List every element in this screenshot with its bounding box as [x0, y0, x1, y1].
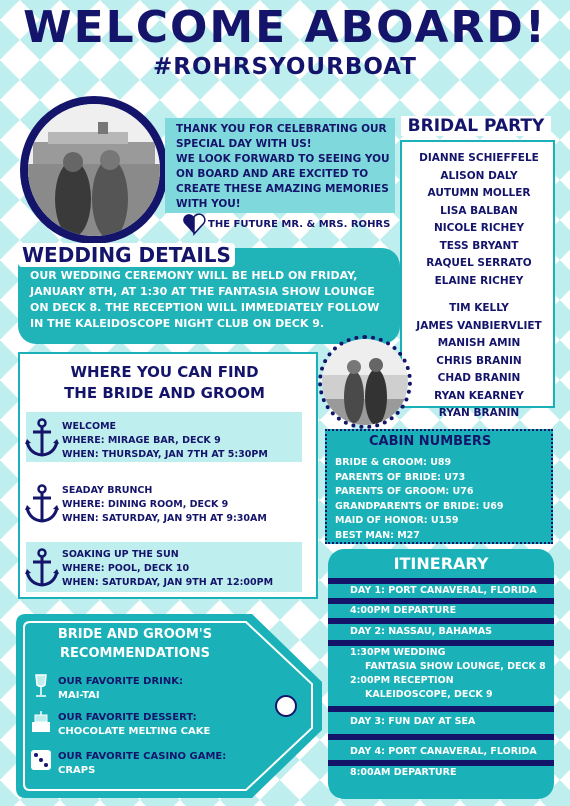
itinerary-detail: 8:00AM DEPARTURE [350, 767, 457, 778]
list-item: DIANNE SCHIEFFELE [419, 152, 539, 164]
favorite-drink-value: MAI-TAI [58, 690, 100, 701]
itinerary-day-label: DAY 1: PORT CANAVERAL, FLORIDA [350, 585, 537, 596]
event-seaday-brunch: SEADAY BRUNCH WHERE: DINING ROOM, DECK 9 WHEN: SATURDAY, JAN 9TH AT 9:30AM [62, 485, 267, 524]
itinerary-detail: 2:00PM RECEPTION [350, 675, 454, 686]
favorite-dessert-value: CHOCOLATE MELTING CAKE [58, 726, 211, 737]
divider [328, 706, 554, 712]
list-item: RAQUEL SERRATO [426, 257, 532, 269]
hashtag: #ROHRSYOURBOAT [152, 54, 417, 80]
list-spacer [405, 290, 553, 300]
anchor-icon [24, 548, 60, 588]
itinerary-day-label: DAY 4: PORT CANAVERAL, FLORIDA [350, 746, 537, 757]
event-soaking-up-the-sun: SOAKING UP THE SUN WHERE: POOL, DECK 10 WHEN: SATURDAY, JAN 9TH AT 12:00PM [62, 549, 274, 588]
champagne-glass-icon [30, 674, 52, 698]
find-us-title: WHERE YOU CAN FIND THE BRIDE AND GROOM [64, 363, 265, 402]
list-item: TIM KELLY [449, 302, 509, 314]
list-item: CHAD BRANIN [437, 372, 521, 384]
dice-icon [30, 748, 52, 772]
page-title: WELCOME ABOARD! [23, 2, 547, 53]
favorite-casino-game-label: OUR FAVORITE CASINO GAME: [58, 751, 227, 762]
favorite-casino-game-value: CRAPS [58, 765, 96, 776]
favorite-drink-label: OUR FAVORITE DRINK: [58, 676, 184, 687]
list-item: LISA BALBAN [440, 204, 518, 217]
list-item: ALISON DALY [440, 169, 518, 182]
recommendations-title: BRIDE AND GROOM'S RECOMMENDATIONS [57, 627, 213, 661]
list-item: BEST MAN: M27 [335, 529, 420, 541]
anchor-icon [24, 418, 60, 458]
favorite-dessert-label: OUR FAVORITE DESSERT: [58, 712, 197, 723]
list-item: PARENTS OF GROOM: U76 [335, 486, 474, 497]
cabin-numbers-list [335, 456, 504, 543]
wedding-details-title: WEDDING DETAILS [18, 243, 235, 267]
list-item: PARENTS OF BRIDE: U73 [335, 471, 466, 483]
signature: THE FUTURE MR. & MRS. ROHRS [208, 219, 391, 230]
list-item: RYAN KEARNEY [434, 389, 524, 402]
itinerary-title: ITINERARY [393, 554, 489, 573]
list-item: RYAN BRANIN [438, 407, 520, 419]
cabin-numbers-title: CABIN NUMBERS [369, 434, 492, 449]
itinerary-detail: 4:00PM DEPARTURE [350, 605, 457, 616]
heart-icon [182, 212, 206, 236]
itinerary-detail: 1:30PM WEDDING [350, 647, 446, 658]
bridal-party-title: BRIDAL PARTY [401, 116, 551, 136]
event-welcome: WELCOME WHERE: MIRAGE BAR, DECK 9 WHEN: THURSDAY, JAN 7TH AT 5:30PM [62, 421, 268, 460]
itinerary-day-label: DAY 2: NASSAU, BAHAMAS [350, 626, 493, 637]
list-item: TESS BRYANT [439, 239, 519, 252]
list-item: BRIDE & GROOM: U89 [335, 457, 452, 468]
anchor-icon [24, 484, 60, 524]
itinerary-detail: FANTASIA SHOW LOUNGE, DECK 8 [365, 661, 546, 672]
cake-icon [30, 710, 52, 734]
list-item: GRANDPARENTS OF BRIDE: U69 [335, 500, 504, 512]
divider [328, 734, 554, 740]
couple-photo-pool [318, 335, 412, 429]
bridal-party-list [405, 150, 553, 423]
list-item: MANISH AMIN [437, 337, 521, 349]
itinerary-day-label: DAY 3: FUN DAY AT SEA [350, 716, 476, 727]
welcome-message: THANK YOU FOR CELEBRATING OUR SPECIAL DAY WITH US! WE LOOK FORWARD TO SEEING YOU ON BOARD AND ARE EXCITED TO CREATE THESE AMAZING MEMORIES WITH YOU! [176, 123, 390, 210]
itinerary-detail: KALEIDOSCOPE, DECK 9 [365, 689, 493, 700]
list-item: NICOLE RICHEY [433, 222, 525, 234]
couple-photo-cruise [20, 96, 168, 244]
list-item: CHRIS BRANIN [436, 354, 522, 367]
list-item: ELAINE RICHEY [434, 274, 524, 287]
wedding-details-text: OUR WEDDING CEREMONY WILL BE HELD ON FRIDAY, JANUARY 8TH, AT 1:30 AT THE FANTASIA SHOW LOUNGE ON DECK 8. THE RECEPTION WILL IMMEDIATELY FOLLOW IN THE KALEIDOSCOPE NIGHT CLUB ON DECK 9. [30, 269, 380, 330]
list-item: MAID OF HONOR: U159 [335, 515, 459, 526]
list-item: JAMES VANBIERVLIET [416, 319, 542, 332]
list-item: AUTUMN MOLLER [427, 187, 531, 199]
divider [328, 618, 554, 624]
